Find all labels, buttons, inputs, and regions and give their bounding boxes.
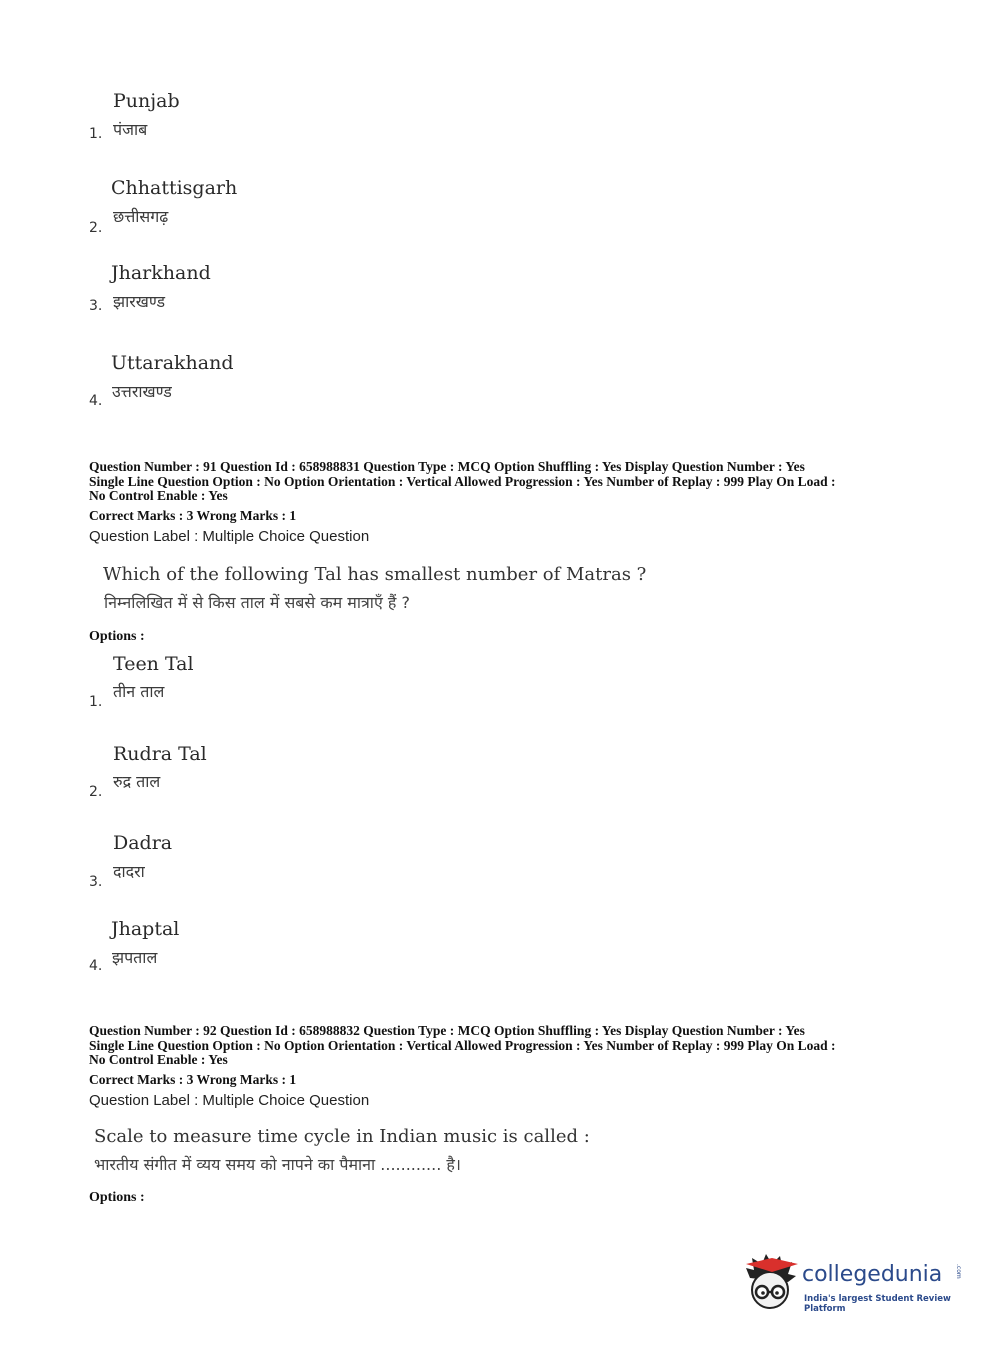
logo-wordmark: collegedunia <box>802 1262 943 1287</box>
option-1-number: 1. <box>89 126 103 142</box>
option-4-hindi: झपताल <box>112 948 158 967</box>
option-3-english: Dadra <box>113 832 173 854</box>
meta-line-2: Single Line Question Option : No Option Orientation : Vertical Allowed Progression : Yes Number of Replay : 999 Play On Load : <box>89 473 836 489</box>
option-1-english: Teen Tal <box>113 653 194 675</box>
question-marks: Correct Marks : 3 Wrong Marks : 1 <box>89 1072 297 1087</box>
collegedunia-logo <box>742 1250 972 1314</box>
option-1-english: Punjab <box>113 90 180 112</box>
question-text-english: Which of the following Tal has smallest number of Matras ? <box>103 564 647 585</box>
question-meta <box>89 460 919 504</box>
question-text-english: Scale to measure time cycle in Indian music is called : <box>94 1126 590 1147</box>
option-2-number: 2. <box>89 784 103 800</box>
option-3-hindi: दादरा <box>113 862 145 881</box>
option-1-number: 1. <box>89 694 103 710</box>
question-text-hindi: निम्नलिखित में से किस ताल में सबसे कम मात्राएँ हैं ? <box>104 593 410 612</box>
option-4-number: 4. <box>89 393 103 409</box>
option-4-hindi: उत्तराखण्ड <box>112 382 172 401</box>
option-2-hindi: छत्तीसगढ़ <box>113 207 169 226</box>
option-1-hindi: तीन ताल <box>113 682 165 701</box>
option-2-hindi: रुद्र ताल <box>113 772 161 791</box>
options-label: Options : <box>89 629 145 644</box>
question-label: Question Label : Multiple Choice Question <box>89 528 370 545</box>
question-text-hindi: भारतीय संगीत में व्यय समय को नापने का पैमाना ............ है। <box>94 1155 461 1174</box>
meta-line-3: No Control Enable : Yes <box>89 488 228 503</box>
option-3-number: 3. <box>89 874 103 890</box>
option-4-english: Uttarakhand <box>111 352 234 374</box>
meta-line-1: Question Number : 91 Question Id : 658988831 Question Type : MCQ Option Shuffling : Yes Display Question Number : Yes <box>89 459 805 474</box>
option-3-hindi: झारखण्ड <box>113 292 166 311</box>
logo-suffix: .com <box>955 1264 962 1279</box>
option-1-hindi: पंजाब <box>113 120 148 139</box>
options-label: Options : <box>89 1190 145 1205</box>
question-label: Question Label : Multiple Choice Question <box>89 1092 370 1109</box>
option-2-english: Rudra Tal <box>113 743 207 765</box>
meta-line-2: Single Line Question Option : No Option Orientation : Vertical Allowed Progression : Yes Number of Replay : 999 Play On Load : <box>89 1037 836 1053</box>
option-4-number: 4. <box>89 958 103 974</box>
option-2-number: 2. <box>89 220 103 236</box>
question-meta <box>89 1024 919 1068</box>
option-2-english: Chhattisgarh <box>111 177 238 199</box>
question-marks: Correct Marks : 3 Wrong Marks : 1 <box>89 508 297 523</box>
option-3-number: 3. <box>89 298 103 314</box>
logo-tagline: India's largest Student Review Platform <box>804 1294 951 1314</box>
option-4-english: Jhaptal <box>111 918 180 940</box>
mascot-icon <box>742 1250 802 1314</box>
meta-line-1: Question Number : 92 Question Id : 658988832 Question Type : MCQ Option Shuffling : Yes Display Question Number : Yes <box>89 1023 805 1038</box>
meta-line-3: No Control Enable : Yes <box>89 1052 228 1067</box>
option-3-english: Jharkhand <box>111 262 211 284</box>
